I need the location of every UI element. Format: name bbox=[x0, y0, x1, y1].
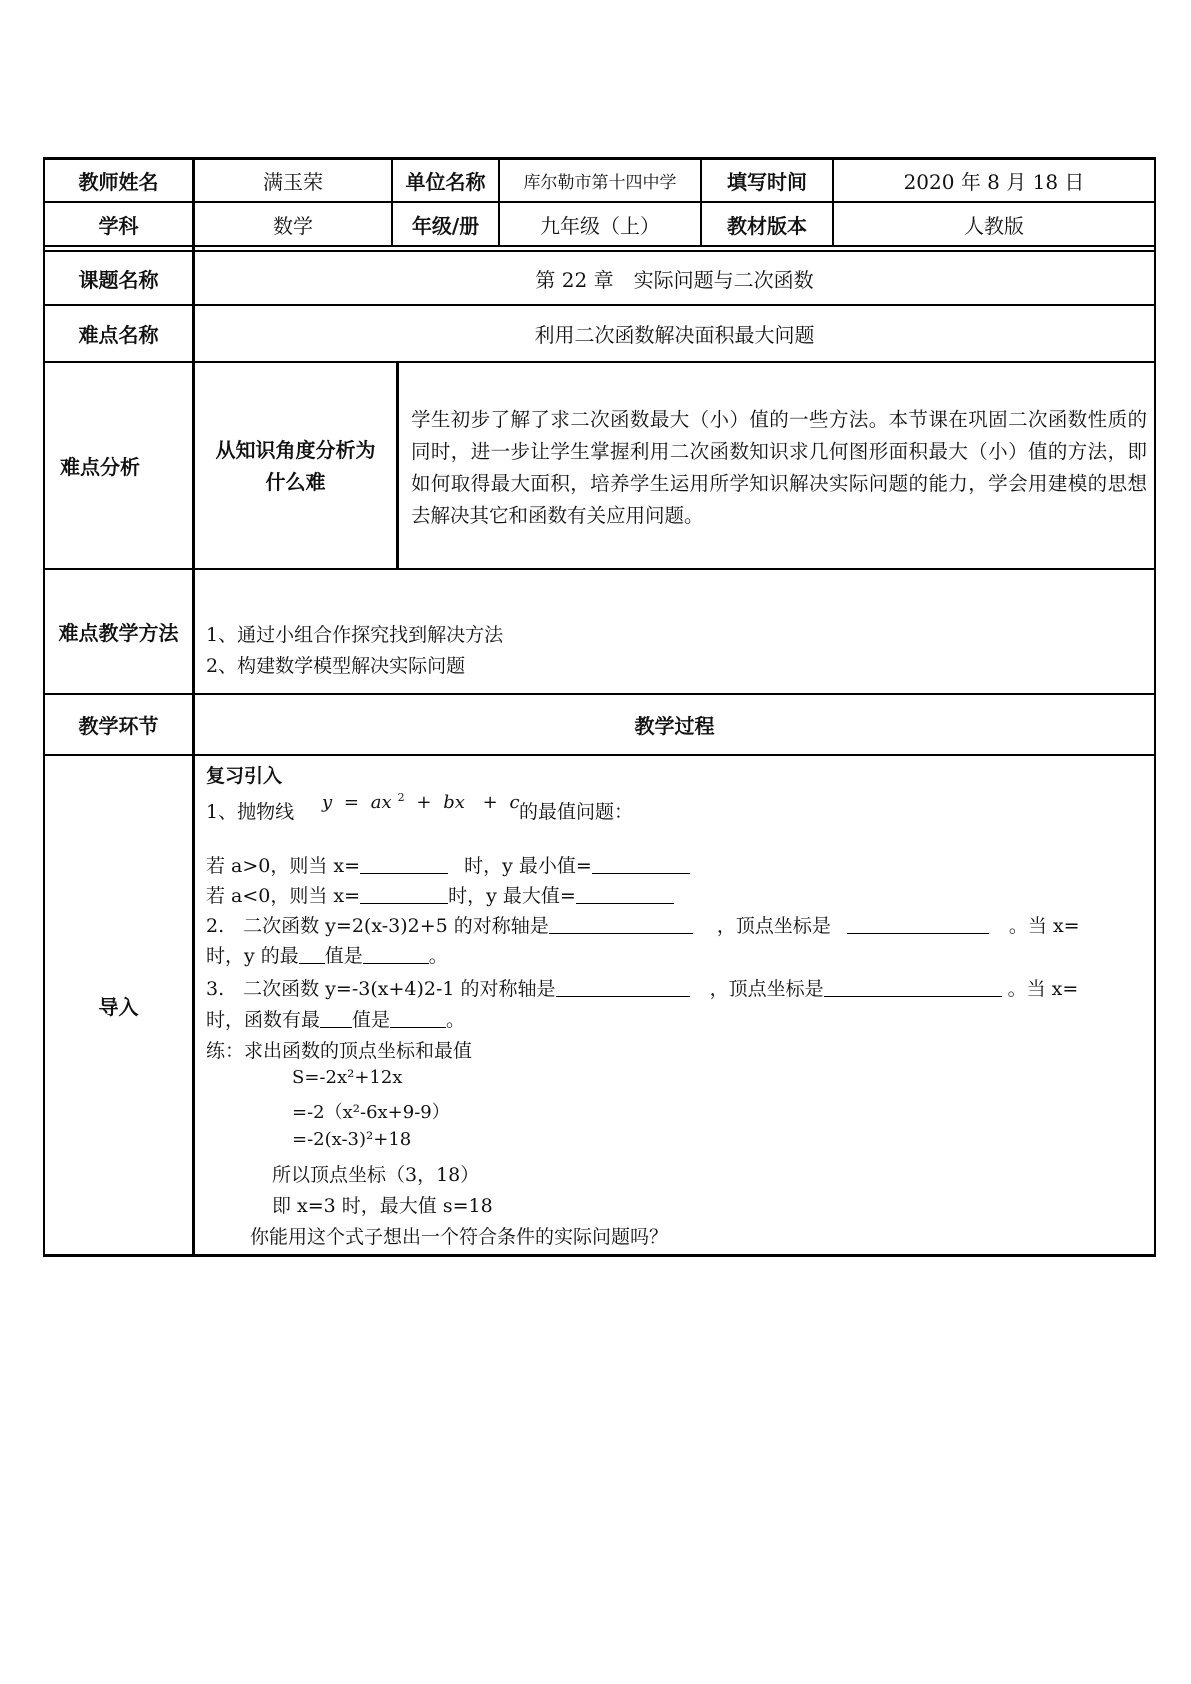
q2-line-2: 时，y 的最 值是 。 bbox=[206, 945, 448, 967]
unit-name-label: 单位名称 bbox=[405, 170, 486, 194]
fill-date-label: 填写时间 bbox=[727, 170, 807, 194]
subject-value: 数学 bbox=[273, 213, 313, 238]
process-label: 教学过程 bbox=[634, 714, 715, 738]
blank bbox=[363, 943, 429, 964]
v-line-right bbox=[1154, 157, 1156, 1257]
blank bbox=[556, 976, 690, 997]
v-line-analysis bbox=[396, 361, 399, 570]
unit-name-value: 库尔勒市第十四中学 bbox=[523, 173, 677, 193]
blank bbox=[360, 883, 448, 904]
q1-suffix: 的最值问题： bbox=[519, 801, 634, 823]
difficulty-value: 利用二次函数解决面积最大问题 bbox=[534, 323, 815, 347]
blank bbox=[390, 1007, 446, 1028]
blank bbox=[320, 1007, 352, 1028]
method-label: 难点教学方法 bbox=[58, 621, 179, 645]
solution-step-5: 即 x=3 时，最大值 s=18 bbox=[272, 1195, 493, 1217]
solution-step-2: =-2（x²-6x+9-9） bbox=[292, 1102, 450, 1123]
analysis-sublabel-line1: 从知识角度分析为 bbox=[215, 437, 376, 462]
method-item-1: 1、通过小组合作探究找到解决方法 bbox=[206, 624, 504, 646]
topic-value: 第 22 章 实际问题与二次函数 bbox=[535, 267, 814, 292]
fill-date-value: 2020 年 8 月 18 日 bbox=[903, 170, 1085, 194]
h-line-bottom bbox=[43, 1254, 1156, 1257]
q1-formula: y = ax $^2$ + bx + c bbox=[322, 791, 520, 813]
intro-title: 复习引入 bbox=[206, 765, 283, 787]
q3-line: 3. 二次函数 y=-3(x+4)2-1 的对称轴是 ，顶点坐标是 。当 x= bbox=[206, 978, 1079, 1000]
analysis-sublabel bbox=[195, 363, 396, 568]
q1b-line: 若 a<0，则当 x= 时，y 最大值= bbox=[206, 881, 674, 908]
teacher-name-value: 满玉荣 bbox=[263, 170, 323, 194]
blank bbox=[592, 853, 690, 874]
q1-prefix: 1、抛物线 bbox=[206, 801, 295, 823]
edition-value: 人教版 bbox=[964, 213, 1024, 238]
process-stage-label: 教学环节 bbox=[78, 714, 159, 738]
analysis-label: 难点分析 bbox=[60, 455, 140, 479]
closing-question: 你能用这个式子想出一个符合条件的实际问题吗？ bbox=[250, 1226, 669, 1248]
q1-line bbox=[206, 797, 294, 824]
h-line bbox=[43, 245, 1156, 247]
practice-prompt: 练：求出函数的顶点坐标和最值 bbox=[206, 1040, 473, 1062]
h-line bbox=[43, 754, 1156, 756]
blank bbox=[299, 943, 325, 964]
analysis-sublabel-line2: 什么难 bbox=[265, 469, 326, 494]
solution-step-3: =-2(x-3)²+18 bbox=[292, 1129, 412, 1150]
difficulty-label: 难点名称 bbox=[78, 323, 159, 347]
method-item-2: 2、构建数学模型解决实际问题 bbox=[206, 655, 466, 677]
analysis-text: 学生初步了解了求二次函数最大（小）值的一些方法。本节课在巩固二次函数性质的同时，进一步让学生掌握利用二次函数知识求几何图形面积最大（小）值的方法，即如何取得最大面积，培养学生运用所学知识解决实际问题的能力，学会用建模的思想去解决其它和函数有关应用问题。 bbox=[411, 408, 1147, 527]
h-line bbox=[43, 568, 1156, 570]
blank bbox=[549, 913, 693, 934]
solution-step-4: 所以顶点坐标（3，18） bbox=[272, 1164, 480, 1186]
intro-label: 导入 bbox=[98, 994, 139, 1019]
q2-line: 2. 二次函数 y=2(x-3)2+5 的对称轴是 ，顶点坐标是 。当 x= bbox=[206, 915, 1080, 937]
q3-line-2: 时，函数有最 值是 。 bbox=[206, 1009, 466, 1031]
subject-label: 学科 bbox=[98, 213, 139, 238]
topic-label: 课题名称 bbox=[78, 267, 159, 292]
blank bbox=[576, 883, 674, 904]
blank bbox=[360, 853, 448, 874]
blank bbox=[847, 913, 989, 934]
edition-label: 教材版本 bbox=[727, 213, 807, 238]
grade-label: 年级/册 bbox=[411, 213, 480, 238]
grade-value: 九年级（上） bbox=[540, 213, 660, 238]
teacher-name-label: 教师姓名 bbox=[78, 170, 159, 194]
blank bbox=[824, 976, 1002, 997]
solution-step-1: S=-2x²+12x bbox=[292, 1067, 403, 1088]
q1a-line: 若 a>0，则当 x= 时，y 最小值= bbox=[206, 851, 690, 878]
